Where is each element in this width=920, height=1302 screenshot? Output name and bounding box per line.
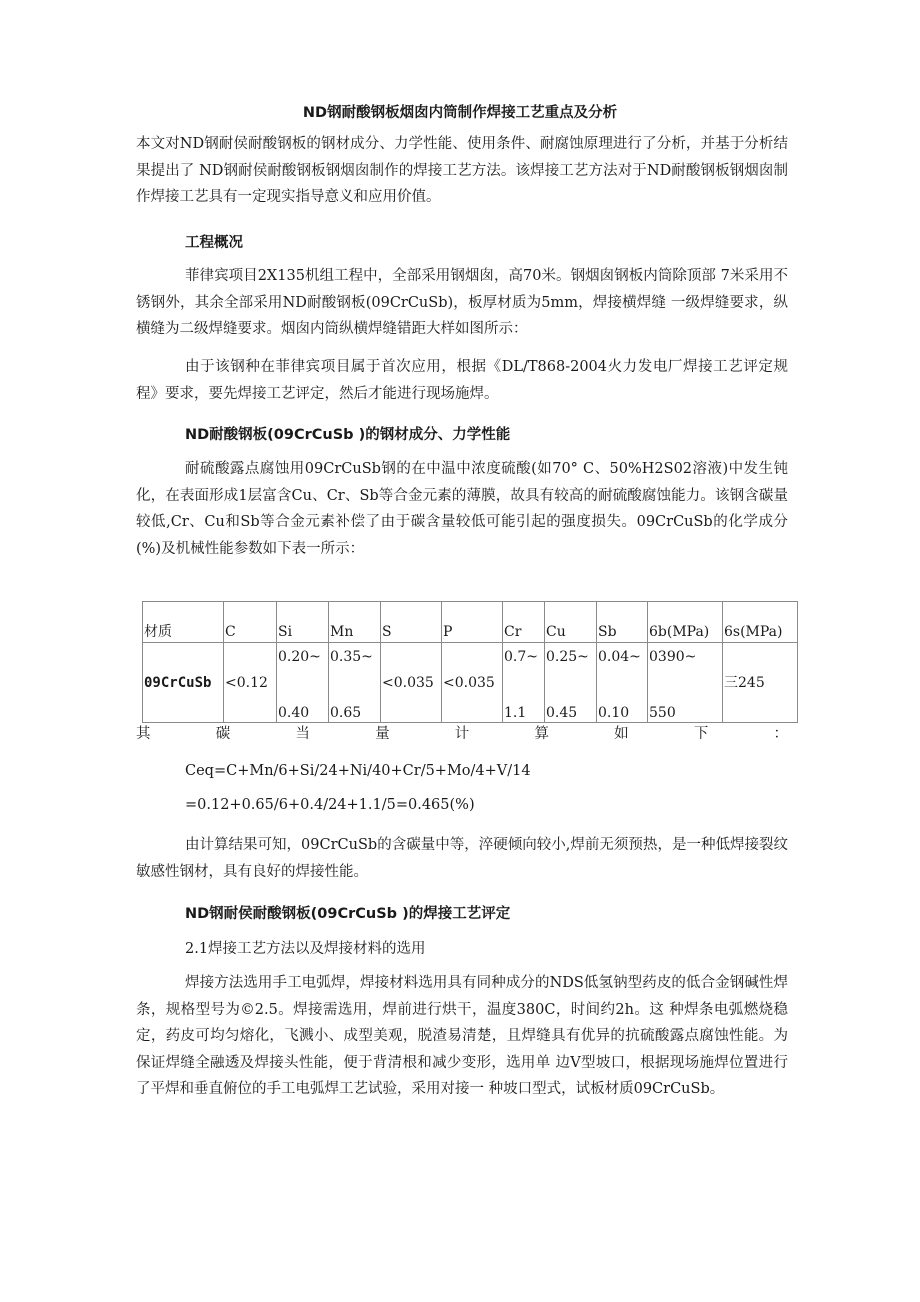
table-cell-sb-mpa: [648, 643, 723, 723]
overview-paragraph-1: 菲律宾项目2X135机组工程中，全部采用钢烟囱，高70米。钢烟囱钢板内筒除顶部 7米采用不锈钢外，其余全部采用ND耐酸钢板(09CrCuSb)，板厚材质为5mm，焊接横焊缝 一级焊缝要求，纵横缝为二级焊缝要求。烟囱内筒纵横焊缝错距大样如图所示：: [136, 268, 788, 337]
table-header-cell: S: [381, 602, 442, 643]
ceq-intro-char: 量: [375, 726, 390, 742]
table-header-cell: Cu: [545, 602, 597, 643]
ceq-intro-char: 计: [454, 726, 470, 742]
table-cell-s: <0.035: [381, 643, 442, 723]
document-title: ND钢耐酸钢板烟囱内筒制作焊接工艺重点及分析: [302, 105, 618, 121]
table-cell-ss-mpa: 三245: [723, 643, 798, 723]
overview-paragraph-2: 由于该钢种在菲律宾项目属于首次应用，根据《DL/T868-2004火力发电厂焊接工艺评定规程》要求，要先焊接工艺评定，然后才能进行现场施焊。: [136, 359, 788, 402]
table-cell-mn: [329, 643, 381, 723]
welding-paragraph: 焊接方法选用手工电弧焊，焊接材料选用具有同种成分的NDS低氢钠型药皮的低合金钢碱性焊条，规格型号为©2.5。焊接需选用，焊前进行烘干，温度380C，时间约2h。这 种焊条电弧燃烧稳定，药皮可均匀熔化，飞溅小、成型美观，脱渣易清楚，且焊缝具有优异的抗硫酸露点腐蚀性能。为保证焊缝全融透及焊接头性能，便于背清根和减少变形，选用单 边V型坡口，根据现场施焊位置进行了平焊和垂直俯位的手工电弧焊工艺试验，采用对接一 种坡口型式，试板材质09CrCuSb。: [136, 975, 788, 1097]
table-cell-si: [277, 643, 329, 723]
ceq-intro-char: 下: [693, 726, 709, 742]
range-max: 1.1: [504, 704, 527, 721]
section-heading-welding: ND钢耐侯耐酸钢板(09CrCuSb )的焊接工艺评定: [185, 906, 511, 922]
table-header-cell: Si: [277, 602, 329, 643]
composition-table: [142, 601, 798, 723]
range-max: 550: [649, 704, 676, 721]
ceq-intro-char: 如: [614, 726, 629, 742]
range-max: 0.10: [598, 704, 630, 721]
table-header-cell: Cr: [503, 602, 545, 643]
table-header-cell: Mn: [329, 602, 381, 643]
section-heading-overview: 工程概况: [185, 235, 243, 251]
table-header-row: [143, 602, 798, 643]
table-cell-p: <0.035: [442, 643, 503, 723]
range-min: 0390~: [649, 648, 697, 665]
range-min: 0.04~: [598, 648, 641, 665]
table-cell-cu: [545, 643, 597, 723]
table-cell-cr: [503, 643, 545, 723]
range-min: 0.35~: [330, 648, 373, 665]
abstract-paragraph: 本文对ND钢耐侯耐酸钢板的钢材成分、力学性能、使用条件、耐腐蚀原理进行了分析，并基于分析结果提出了 ND钢耐侯耐酸钢板钢烟囱制作的焊接工艺方法。该焊接工艺方法对于ND耐酸钢板钢烟囱制作焊接工艺具有一定现实指导意义和应用价值。: [136, 136, 788, 205]
ceq-calculation: =0.12+0.65/6+0.4/24+1.1/5=0.465(%): [185, 797, 475, 813]
table-header-cell: 6b(MPa): [648, 602, 723, 643]
ceq-result-paragraph: 由计算结果可知，09CrCuSb的含碳量中等，淬硬倾向较小,焊前无须预热，是一种低焊接裂纹敏感性钢材，具有良好的焊接性能。: [136, 837, 788, 880]
table-header-cell: 6s(MPa): [723, 602, 798, 643]
range-min: 0.20~: [278, 648, 321, 665]
table-cell-c: <0.12: [224, 643, 277, 723]
ceq-formula: Ceq=C+Mn/6+Si/24+Ni/40+Cr/5+Mo/4+V/14: [185, 763, 531, 779]
ceq-intro-char: 碳: [215, 726, 231, 742]
table-row: [143, 643, 798, 723]
ceq-intro-char: 其: [136, 726, 151, 742]
range-max: 0.45: [546, 704, 578, 721]
table-header-cell: P: [442, 602, 503, 643]
range-max: 0.65: [330, 704, 362, 721]
table-header-cell: 材质: [143, 602, 224, 643]
ceq-intro-char: 算: [534, 726, 549, 742]
range-min: 0.25~: [546, 648, 589, 665]
table-cell-material: 09CrCuSb: [143, 643, 224, 723]
table-cell-sb: [597, 643, 648, 723]
table-header-cell: Sb: [597, 602, 648, 643]
range-min: 0.7~: [504, 648, 538, 665]
table-header-cell: C: [224, 602, 277, 643]
material-paragraph: 耐硫酸露点腐蚀用09CrCuSb钢的在中温中浓度硫酸(如70° C、50%H2S02溶液)中发生钝化，在表面形成1层富含Cu、Cr、Sb等合金元素的薄膜，故具有较高的耐硫酸腐蚀能力。该钢含碳量较低,Cr、Cu和Sb等合金元素补偿了由于碳含量较低可能引起的强度损失。09CrCuSb的化学成分(%)及机械性能参数如下表一所示：: [136, 461, 788, 557]
ceq-intro-char: ：: [773, 726, 788, 742]
ceq-intro-char: 当: [295, 726, 310, 742]
subsection-heading-welding-method: 2.1焊接工艺方法以及焊接材料的选用: [185, 941, 426, 957]
section-heading-material: ND耐酸钢板(09CrCuSb )的钢材成分、力学性能: [185, 427, 511, 443]
ceq-intro-line: [136, 722, 788, 743]
range-max: 0.40: [278, 704, 310, 721]
